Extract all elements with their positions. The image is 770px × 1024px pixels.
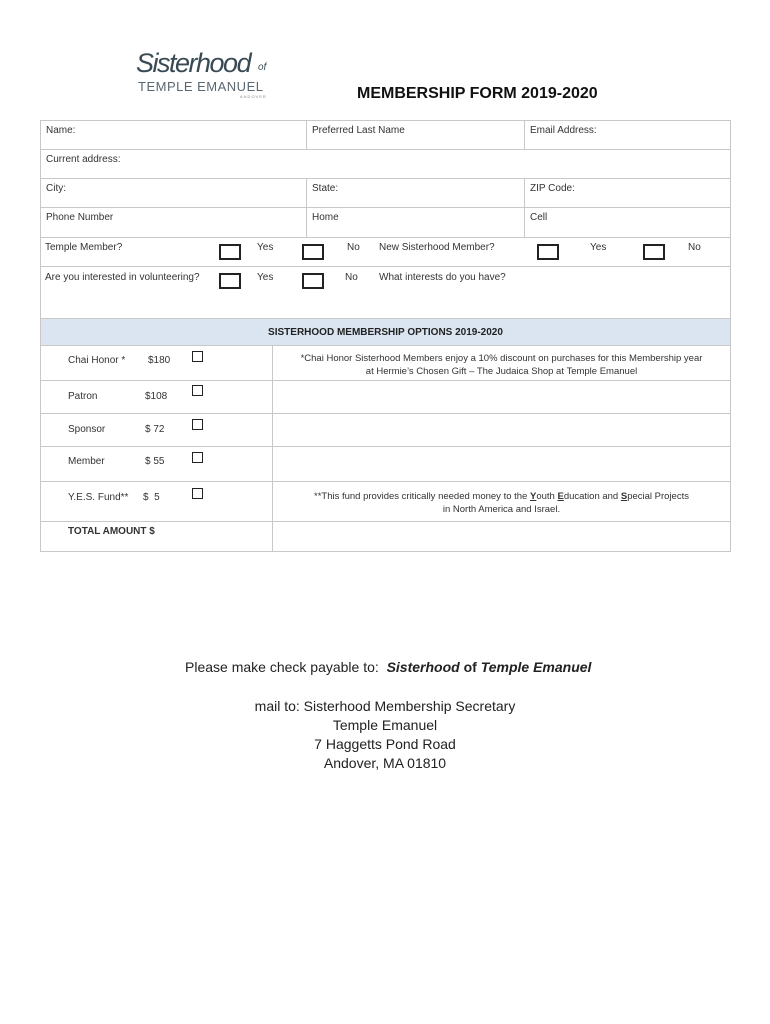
new-sisterhood-no-checkbox[interactable] [643, 244, 665, 260]
option-name: Chai Honor * [68, 355, 126, 366]
option-name: Patron [68, 391, 98, 402]
current-address-label: Current address: [46, 154, 121, 165]
option-price: $108 [145, 391, 168, 402]
payment-prefix: Please make check payable to: [185, 659, 379, 675]
email-label: Email Address: [530, 125, 597, 136]
payee-of: of [463, 659, 477, 675]
total-amount-label: TOTAL AMOUNT $ [68, 526, 155, 537]
city-field[interactable] [40, 178, 307, 208]
mail-line-3: 7 Haggetts Pond Road [314, 736, 456, 752]
new-sisterhood-yes-label: Yes [590, 242, 607, 253]
member-note-cell [272, 446, 731, 482]
yes-note-mid1: outh [536, 491, 558, 502]
logo-of-text: of [258, 62, 267, 73]
yes-note-y: Y [529, 491, 537, 502]
option-yes-fund-checkbox[interactable] [192, 488, 203, 499]
payee-temple: Temple Emanuel [480, 659, 592, 675]
total-value-cell[interactable] [272, 521, 731, 552]
mail-line-1: mail to: Sisterhood Membership Secretary [254, 698, 516, 714]
state-label: State: [312, 183, 339, 194]
sponsor-note-cell [272, 413, 731, 447]
zip-field[interactable] [524, 178, 731, 208]
option-chai-checkbox[interactable] [192, 351, 203, 362]
city-label: City: [46, 183, 66, 194]
zip-label: ZIP Code: [530, 183, 575, 194]
mail-line-2: Temple Emanuel [332, 717, 438, 733]
option-price: $180 [148, 355, 171, 366]
option-member-checkbox[interactable] [192, 452, 203, 463]
temple-member-label: Temple Member? [45, 242, 123, 253]
option-name: Member [68, 456, 105, 467]
preferred-last-name-label: Preferred Last Name [312, 125, 405, 136]
volunteering-label: Are you interested in volunteering? [45, 272, 200, 283]
form-title: MEMBERSHIP FORM 2019-2020 [357, 85, 598, 102]
option-sponsor-checkbox[interactable] [192, 419, 203, 430]
patron-note-cell [272, 380, 731, 414]
phone-field[interactable] [40, 207, 307, 238]
yes-note-line2: in North America and Israel. [442, 504, 561, 515]
option-price: $ 55 [145, 456, 165, 467]
state-field[interactable] [306, 178, 525, 208]
payment-line [185, 659, 591, 675]
option-name: Sponsor [68, 424, 106, 435]
volunteering-no-label: No [345, 272, 358, 283]
option-price: $ 5 [143, 492, 160, 503]
volunteering-yes-label: Yes [257, 272, 274, 283]
yes-note-s: S [620, 491, 628, 502]
yes-note-line1 [272, 490, 731, 503]
email-field[interactable] [524, 120, 731, 150]
temple-member-no-label: No [347, 242, 360, 253]
mail-line-4: Andover, MA 01810 [323, 755, 447, 771]
yes-fund-note [272, 490, 731, 516]
options-header-text: SISTERHOOD MEMBERSHIP OPTIONS 2019-2020 [268, 327, 503, 338]
phone-label: Phone Number [46, 212, 114, 223]
preferred-last-name-field[interactable] [306, 120, 525, 150]
home-phone-field[interactable] [306, 207, 525, 238]
yes-note-post: pecial Projects [627, 491, 689, 502]
payee-sisterhood: Sisterhood [386, 659, 460, 675]
current-address-field[interactable] [40, 149, 731, 179]
yes-note-pre: **This fund provides critically needed money to the [314, 491, 530, 502]
volunteering-no-checkbox[interactable] [302, 273, 324, 289]
new-sisterhood-label: New Sisterhood Member? [379, 242, 495, 253]
temple-member-no-checkbox[interactable] [302, 244, 324, 260]
options-header-band [40, 318, 731, 346]
new-sisterhood-no-label: No [688, 242, 701, 253]
temple-member-yes-label: Yes [257, 242, 274, 253]
yes-note-e: E [557, 491, 564, 502]
logo-main-text: Sisterhood [136, 48, 251, 78]
chai-note-line1: *Chai Honor Sisterhood Members enjoy a 10% discount on purchases for this Membership year [300, 353, 703, 364]
option-price: $ 72 [145, 424, 165, 435]
option-patron-checkbox[interactable] [192, 385, 203, 396]
name-label: Name: [46, 125, 76, 136]
sisterhood-logo [136, 48, 276, 98]
new-sisterhood-yes-checkbox[interactable] [537, 244, 559, 260]
cell-label: Cell [530, 212, 548, 223]
name-field[interactable] [40, 120, 307, 150]
option-name: Y.E.S. Fund** [68, 492, 129, 503]
chai-honor-note [272, 352, 731, 378]
interests-label: What interests do you have? [379, 272, 506, 283]
logo-tiny-text: ANDOVER [240, 94, 267, 99]
volunteering-yes-checkbox[interactable] [219, 273, 241, 289]
temple-member-yes-checkbox[interactable] [219, 244, 241, 260]
home-label: Home [312, 212, 339, 223]
cell-phone-field[interactable] [524, 207, 731, 238]
logo-sub-text: TEMPLE EMANUEL [138, 79, 264, 94]
chai-note-line2: at Hermie’s Chosen Gift – The Judaica Shop at Temple Emanuel [365, 366, 638, 377]
yes-note-mid2: ducation and [563, 491, 621, 502]
